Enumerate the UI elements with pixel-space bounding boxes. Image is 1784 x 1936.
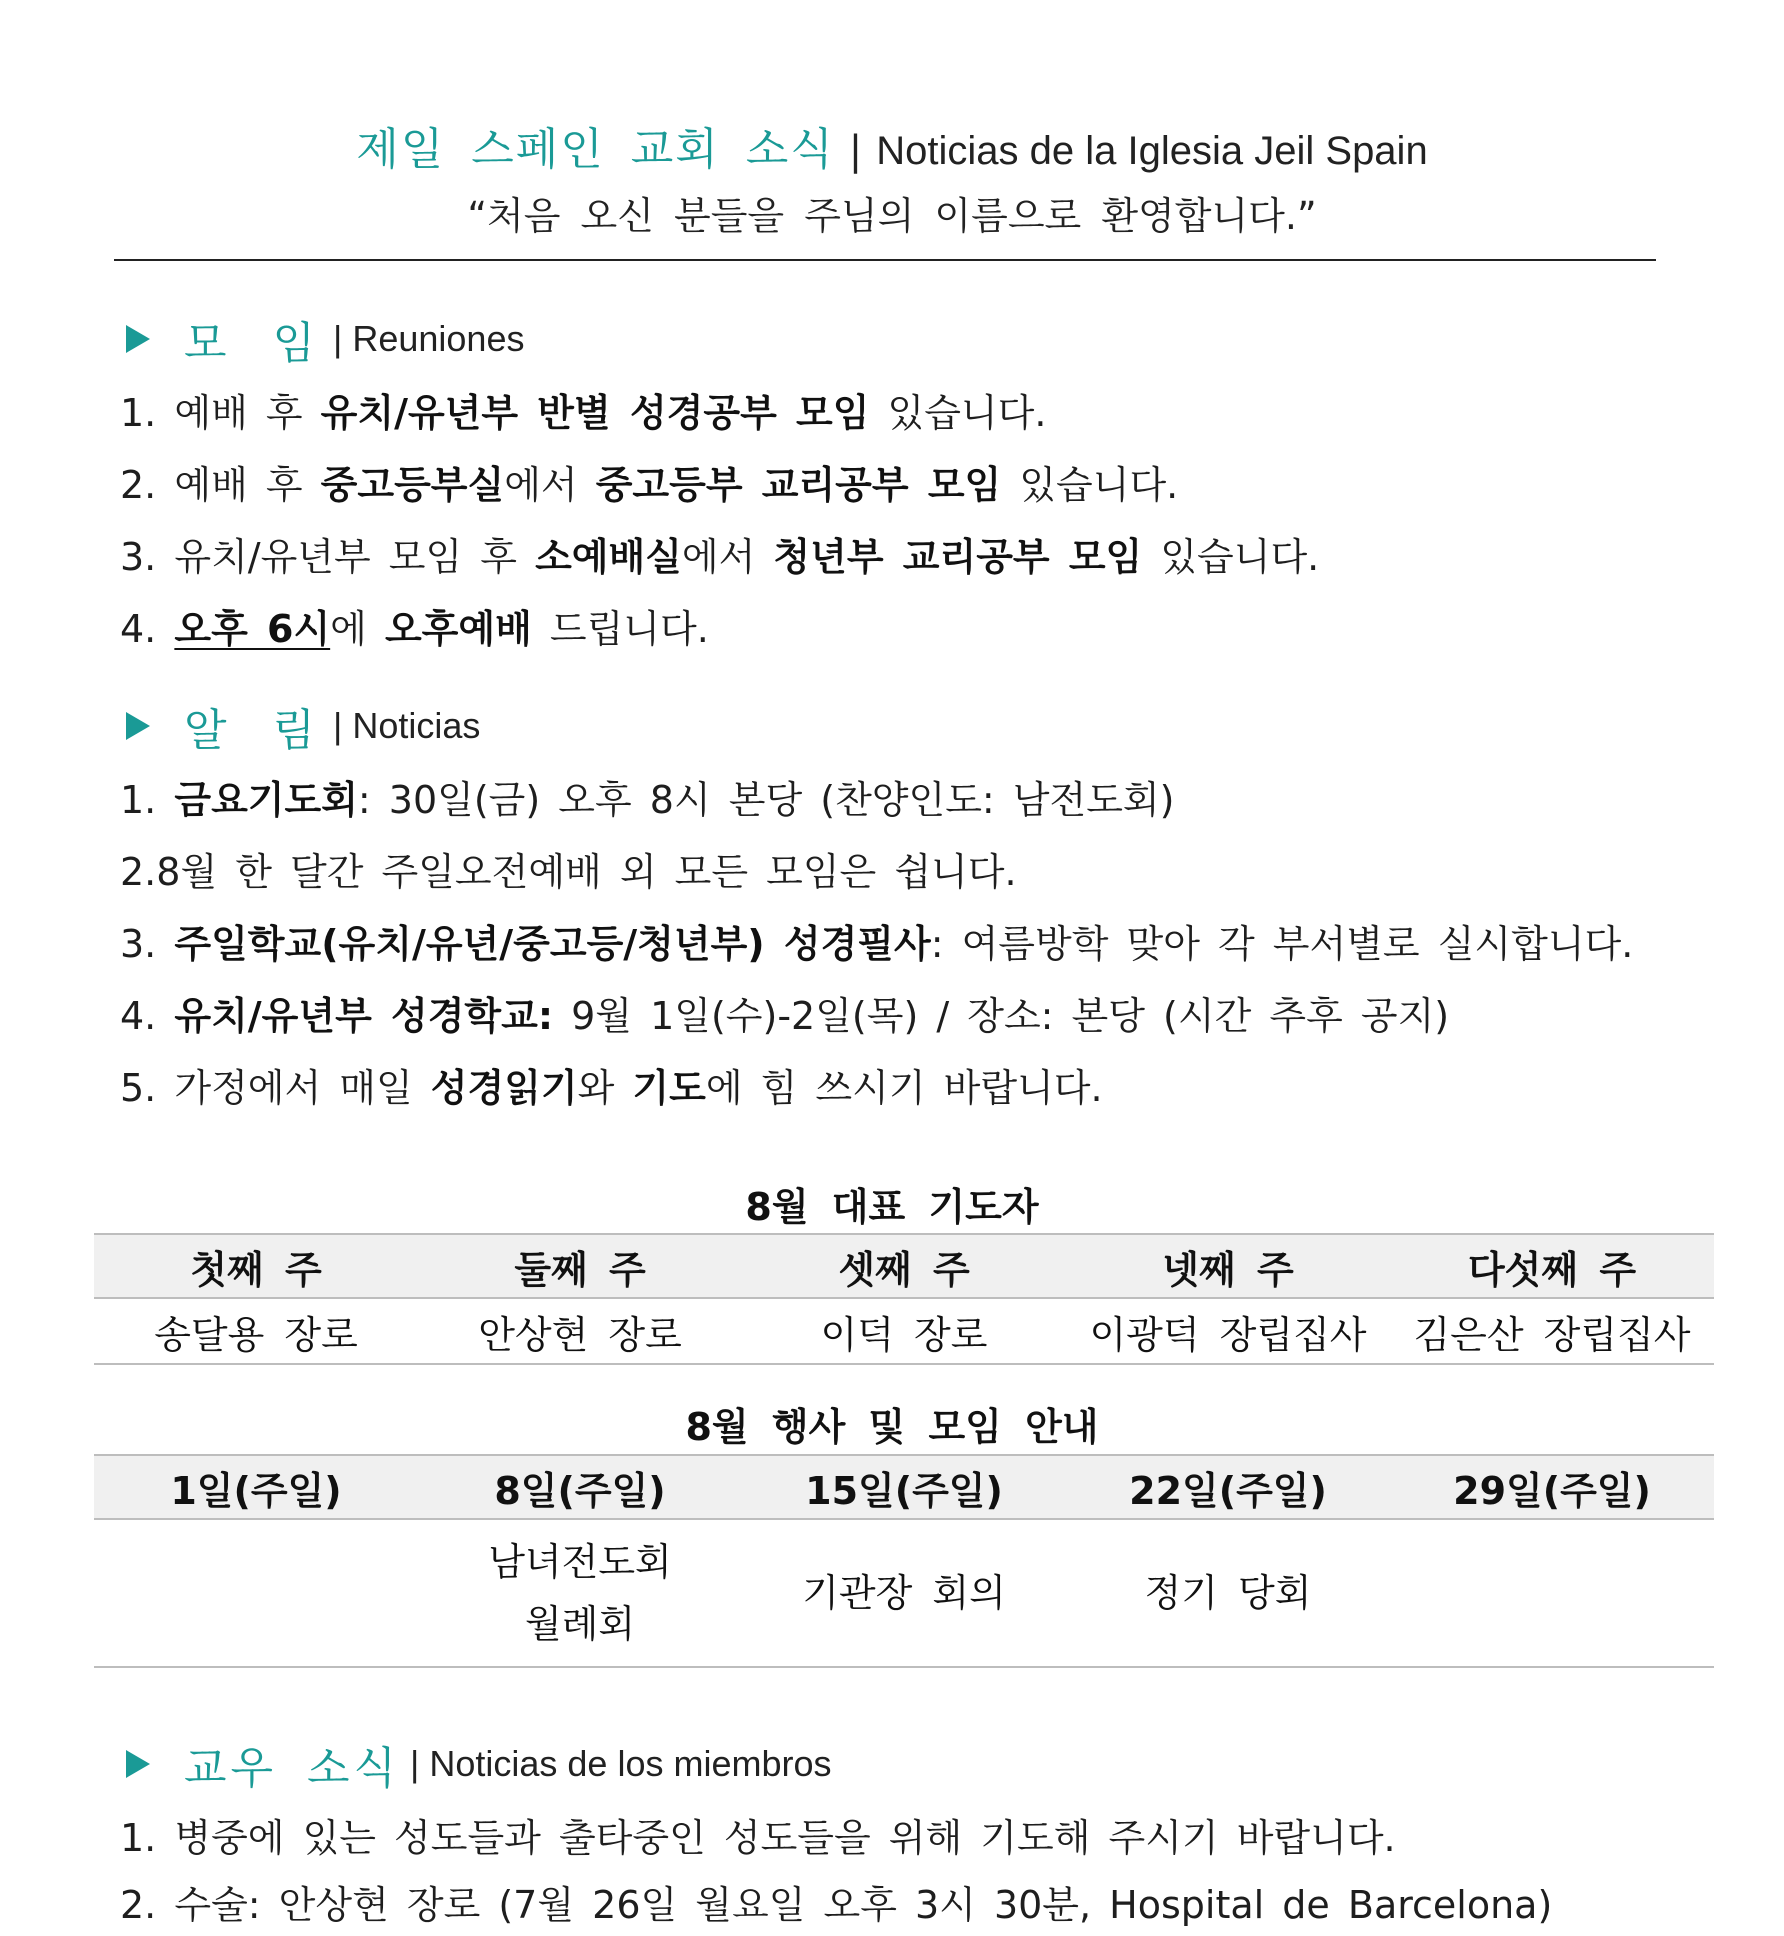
bulletin-header — [0, 120, 1784, 243]
event-text: 기관장 회의 — [802, 1571, 1006, 1615]
item-number: 3. — [120, 535, 157, 579]
item-bold-text: 유치/유년부 성경학교: — [174, 994, 554, 1038]
item-text: 예배 후 — [174, 391, 321, 435]
prayer-table-header-row — [94, 1233, 1714, 1299]
item-number: 2. — [120, 850, 157, 894]
list-item — [120, 521, 1319, 593]
item-bold-text: 오후예배 — [384, 607, 532, 651]
table-header-cell: 1일(주일) — [170, 1468, 342, 1513]
item-number: 3. — [120, 922, 157, 966]
item-text: 있습니다. — [1142, 535, 1320, 579]
section-title-spanish: | Reuniones — [333, 318, 525, 359]
table-row — [94, 1299, 1714, 1365]
list-item — [120, 908, 1633, 980]
table-header-cell: 8일(주일) — [494, 1468, 666, 1513]
item-text: 에 힘 쓰시기 바랍니다. — [705, 1066, 1103, 1110]
table-cell: 안상현 장로 — [478, 1312, 682, 1357]
item-number: 1. — [120, 391, 157, 435]
events-table-header-row — [94, 1454, 1714, 1520]
item-text: 수술: 안상현 장로 (7월 26일 월요일 오후 3시 30분, Hospital de Barcelona) — [174, 1883, 1553, 1927]
table-header-cell: 29일(주일) — [1453, 1468, 1651, 1513]
item-bold-text: 주일학교(유치/유년/중고등/청년부) 성경필사 — [174, 922, 931, 966]
item-text: 8월 한 달간 주일오전예배 외 모든 모임은 쉽니다. — [156, 850, 1017, 894]
title-korean: 제일 스페인 교회 소식 — [356, 124, 835, 175]
table-cell — [1066, 1562, 1390, 1624]
bulletin-title — [0, 120, 1784, 181]
item-text: 에서 — [681, 535, 774, 579]
welcome-subtitle: “처음 오신 분들을 주님의 이름으로 환영합니다.” — [467, 194, 1317, 238]
item-text: 에서 — [504, 463, 596, 507]
list-item — [120, 1052, 1633, 1124]
table-header-cell: 셋째 주 — [838, 1247, 970, 1292]
event-text: 월례회 — [524, 1602, 636, 1646]
item-number: 4. — [120, 994, 157, 1038]
header-divider — [114, 259, 1656, 261]
table-header-cell: 15일(주일) — [805, 1468, 1003, 1513]
section-heading — [120, 696, 1633, 756]
item-text: 예배 후 — [174, 463, 321, 507]
item-text: 있습니다. — [869, 391, 1047, 435]
item-text: 가정에서 매일 — [174, 1066, 431, 1110]
item-bold-text: 소예배실 — [535, 535, 682, 579]
item-text: 에 — [330, 607, 385, 651]
list-item — [120, 377, 1319, 449]
item-bold-text: 기도 — [632, 1066, 706, 1110]
list-item — [120, 764, 1633, 836]
section-members — [120, 1734, 1552, 1936]
table-header-cell: 첫째 주 — [190, 1247, 322, 1292]
section-heading — [120, 1734, 1552, 1794]
item-text: 와 — [577, 1066, 633, 1110]
item-number: 4. — [120, 607, 157, 651]
table-cell: 이덕 장로 — [820, 1312, 988, 1357]
item-number: 1. — [120, 778, 157, 822]
section-notices — [120, 696, 1633, 1124]
section-title-korean: 알 림 — [184, 705, 331, 756]
item-number: 2. — [120, 1883, 157, 1927]
table-row — [94, 1520, 1714, 1668]
events-table-title: 8월 행사 및 모임 안내 — [685, 1405, 1099, 1449]
item-text: 있습니다. — [1001, 463, 1179, 507]
section-title-korean: 교우 소식 — [184, 1743, 401, 1794]
section-heading — [120, 309, 1319, 369]
item-text: 병중에 있는 성도들과 출타중인 성도들을 위해 기도해 주시기 바랍니다. — [174, 1816, 1396, 1860]
item-bold-text: 중고등부 교리공부 모임 — [595, 463, 1002, 507]
title-spanish: Noticias de la Iglesia Jeil Spain — [876, 129, 1428, 173]
item-bold-text: 성경읽기 — [430, 1066, 578, 1110]
list-item — [120, 836, 1633, 908]
list-item — [120, 1802, 1552, 1874]
item-bold-text: 금요기도회 — [174, 778, 358, 822]
table-header-cell: 넷째 주 — [1162, 1247, 1294, 1292]
play-triangle-icon — [126, 325, 150, 353]
item-underlined-text: 오후 6시 — [174, 607, 331, 651]
table-cell: 송달용 장로 — [154, 1312, 358, 1357]
item-bold-text: 청년부 교리공부 모임 — [773, 535, 1143, 579]
table-header-cell: 다섯째 주 — [1467, 1247, 1637, 1292]
list-item — [120, 1874, 1552, 1936]
item-number: 2. — [120, 463, 157, 507]
event-text: 정기 당회 — [1144, 1571, 1312, 1615]
item-number: 1. — [120, 1816, 157, 1860]
table-cell: 김은산 장립집사 — [1413, 1312, 1691, 1357]
item-text: : 여름방학 맞아 각 부서별로 실시합니다. — [930, 922, 1634, 966]
prayer-table-title: 8월 대표 기도자 — [745, 1185, 1039, 1229]
title-separator: | — [848, 128, 863, 174]
section-title-spanish: | Noticias de los miembros — [410, 1743, 832, 1784]
list-item — [120, 449, 1319, 521]
table-cell — [742, 1562, 1066, 1624]
play-triangle-icon — [126, 712, 150, 740]
list-item — [120, 980, 1633, 1052]
item-bold-text: 유치/유년부 반별 성경공부 모임 — [320, 391, 870, 435]
item-text: 드립니다. — [531, 607, 709, 651]
table-cell — [418, 1531, 742, 1655]
section-meetings — [120, 309, 1319, 665]
list-item — [120, 593, 1319, 665]
section-title-spanish: | Noticias — [333, 705, 481, 746]
table-cell: 이광덕 장립집사 — [1089, 1312, 1367, 1357]
play-triangle-icon — [126, 1750, 150, 1778]
event-text: 남녀전도회 — [488, 1540, 672, 1584]
item-text: 유치/유년부 모임 후 — [174, 535, 536, 579]
item-bold-text: 중고등부실 — [320, 463, 505, 507]
item-number: 5. — [120, 1066, 157, 1110]
table-header-cell: 22일(주일) — [1129, 1468, 1327, 1513]
item-text: : 30일(금) 오후 8시 본당 (찬양인도: 남전도회) — [357, 778, 1175, 822]
table-header-cell: 둘째 주 — [514, 1247, 646, 1292]
item-text: 9월 1일(수)-2일(목) / 장소: 본당 (시간 추후 공지) — [553, 994, 1450, 1038]
section-title-korean: 모 임 — [184, 318, 331, 369]
